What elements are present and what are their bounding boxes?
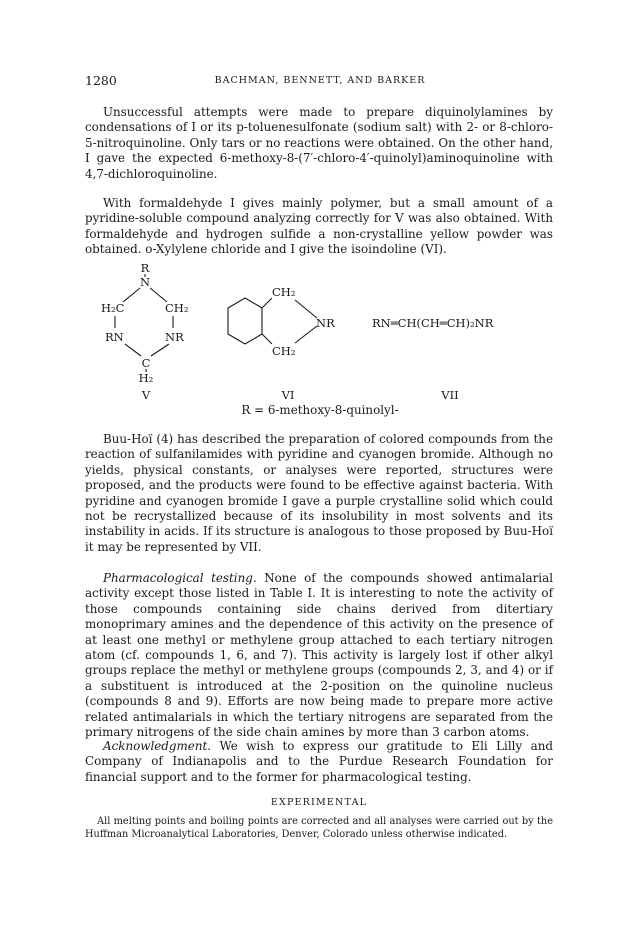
structure-VI	[228, 285, 335, 402]
section-heading-experimental: EXPERIMENTAL	[270, 797, 368, 808]
paragraph-text	[85, 571, 553, 740]
paragraph-text	[85, 739, 553, 785]
vi-bottom-ch2: CH₂	[272, 344, 296, 358]
paragraph-text: With formaldehyde I gives mainly polymer, but a small amount of a pyridine-soluble compound analyzing correctly for V was also obtained. With formaldehyde and hydrogen sulfide a non-crystalline yellow powder was obtained. o-Xylylene chloride and I give the isoindoline (VI).	[85, 196, 553, 257]
paragraph-body: We wish to express our gratitude to Eli Lilly and Company of Indianapolis and to the Purdue Research Foundation for financial support and to the former for pharmacological testing.	[85, 739, 553, 784]
v-bottom-h2: H₂	[138, 371, 154, 385]
structure-VII	[372, 316, 494, 402]
vi-top-ch2: CH₂	[272, 285, 296, 299]
chemical-structures	[85, 258, 555, 418]
vi-benzene-ring	[228, 298, 262, 344]
structure-caption: R = 6-methoxy-8-quinolyl-	[241, 403, 399, 417]
v-top-n: N	[139, 275, 151, 289]
v-top-r: R	[140, 261, 150, 275]
structure-V	[101, 261, 188, 402]
paragraph-body: None of the compounds showed antimalarial activity except those listed in Table I. It is interesting to note the activity of those compounds containing side chains derived from ditertiary monoprimary amines and the dependence of this activity on the presence of at least one methyl or methylene group attached to each tertiary nitrogen atom (cf. compounds 1, 6, and 7). This activity is largely lost if other alkyl groups replace the methyl or methylene groups (compounds 2, 3, and 4) or if a substituent is introduced at the 2-position on the quinoline nucleus (compounds 8 and 9). Efforts are now being made to prepare more active related antimalarials in which the tertiary nitrogens are separated from the primary nitrogens of the side chain amines by more than 3 carbon atoms.	[85, 571, 553, 740]
run-in-heading: Acknowledgment.	[103, 739, 212, 753]
v-left-nr: RN	[105, 330, 124, 344]
v-left-ch2: H₂C	[101, 301, 125, 315]
note-text: All melting points and boiling points are corrected and all analyses were carried out by the Huffman Microanalytical Laboratories, Denver, Colorado unless otherwise indicated.	[85, 816, 553, 840]
vi-label: VI	[281, 388, 295, 402]
running-head: BACHMAN, BENNETT, AND BARKER	[214, 75, 426, 86]
v-label: V	[141, 388, 151, 402]
vii-formula: RN═CH(CH═CH)₂NR	[372, 316, 494, 330]
vii-label: VII	[441, 388, 459, 402]
v-right-ch2: CH₂	[165, 301, 189, 315]
paragraph-formaldehyde	[85, 196, 553, 258]
paragraph-pharmacological-testing	[85, 571, 553, 740]
vi-nr: NR	[316, 316, 335, 330]
v-bottom-c: C	[141, 356, 151, 370]
experimental-note	[85, 815, 553, 841]
page-number: 1280	[85, 73, 117, 88]
paragraph-text: Unsuccessful attempts were made to prepare diquinolylamines by condensations of I or its p-toluenesulfonate (sodium salt) with 2- or 8-chloro-5-nitroquinoline. Only tars or no reactions were obtained. On the other hand, I gave the expected 6-methoxy-8-(7′-chloro-4′-quinolyl)aminoquinoline with 4,7-dichloroquinoline.	[85, 105, 553, 181]
page-header	[85, 73, 555, 89]
structures-figure	[85, 258, 555, 418]
paragraph-acknowledgment	[85, 739, 553, 785]
paragraph-text: Buu-Hoï (4) has described the preparation of colored compounds from the reaction of sulfanilamides with pyridine and cyanogen bromide. Although no yields, physical constants, or analyses were reported, structures were proposed, and the products were found to be effective against bacteria. With pyridine and cyanogen bromide I gave a purple crystalline solid which could not be recrystallized because of its insolubility in most solvents and its instability in acids. If its structure is analogous to those proposed by Buu-Hoï it may be represented by VII.	[85, 432, 553, 554]
run-in-heading: Pharmacological testing.	[103, 571, 257, 585]
v-right-nr: NR	[165, 330, 184, 344]
paragraph-buu-hoi	[85, 432, 553, 555]
paragraph-diquinolylamines	[85, 105, 553, 182]
